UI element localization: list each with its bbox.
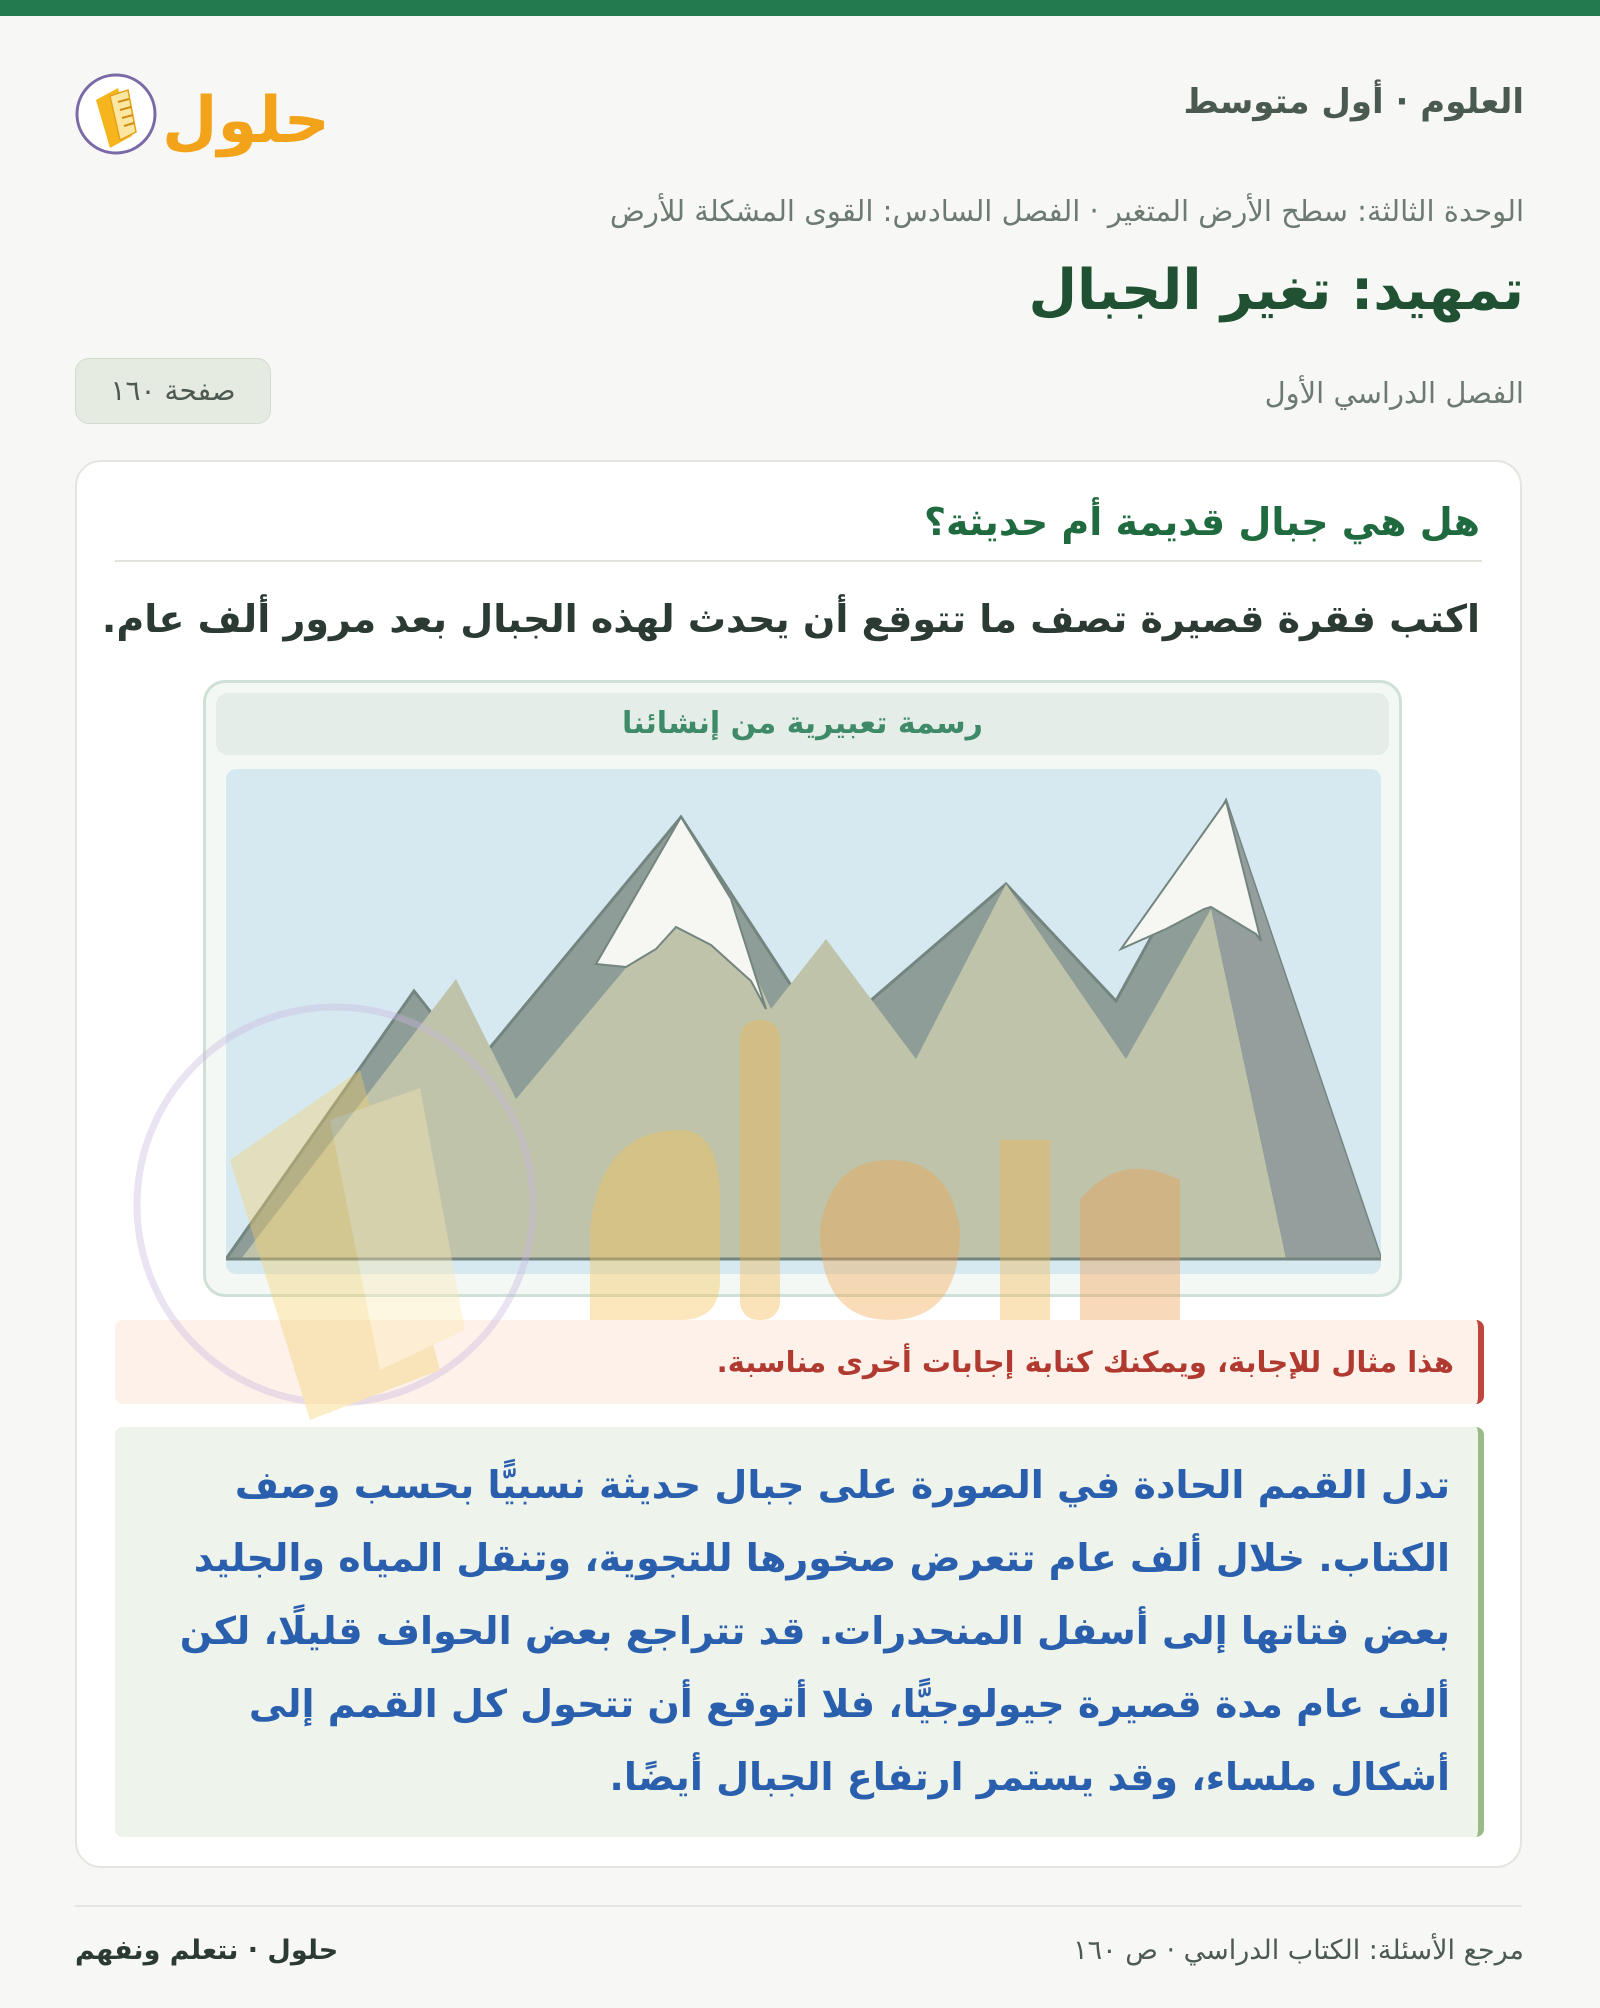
footer-divider: [75, 1905, 1522, 1907]
answer-text: تدل القمم الحادة في الصورة على جبال حديثة نسبيًّا بحسب وصف الكتاب. خلال ألف عام تتعرض صخورها للتجوية، وتنقل المياه والجليد بعض فتاتها إلى أسفل المنحدرات. قد تتراجع بعض الحواف قليلًا، لكن ألف عام مدة قصيرة جيولوجيًّا، فلا أتوقع أن تتحول كل القمم إلى أشكال ملساء، وقد يستمر ارتفاع الجبال أيضًا.: [115, 1427, 1484, 1837]
question-title: هل هي جبال قديمة أم حديثة؟: [923, 500, 1480, 544]
mountain-illustration: [226, 769, 1381, 1274]
page-title: تمهيد: تغير الجبال: [1028, 258, 1524, 323]
subject-grade: العلوم · أول متوسط: [1183, 82, 1524, 122]
figure-caption: رسمة تعبيرية من إنشائنا: [216, 693, 1389, 755]
footer-brand: حلول · نتعلم ونفهم: [75, 1935, 339, 1966]
example-answer-note: هذا مثال للإجابة، ويمكنك كتابة إجابات أخرى مناسبة.: [115, 1320, 1484, 1404]
brand-logo[interactable]: [74, 52, 334, 162]
mountain-figure: [203, 680, 1402, 1297]
logo-wordmark: حلول: [162, 84, 330, 158]
breadcrumb: الوحدة الثالثة: سطح الأرض المتغير · الفصل السادس: القوى المشكلة للأرض: [609, 194, 1524, 228]
footer-reference: مرجع الأسئلة: الكتاب الدراسي · ص ١٦٠: [1073, 1935, 1524, 1966]
question-card: [75, 460, 1522, 1868]
divider: [115, 560, 1482, 562]
question-prompt: اكتب فقرة قصيرة تصف ما تتوقع أن يحدث لهذه الجبال بعد مرور ألف عام.: [101, 597, 1480, 641]
term-label: الفصل الدراسي الأول: [1264, 376, 1524, 410]
page-number-badge: صفحة ١٦٠: [75, 358, 271, 424]
top-accent-bar: [0, 0, 1600, 16]
